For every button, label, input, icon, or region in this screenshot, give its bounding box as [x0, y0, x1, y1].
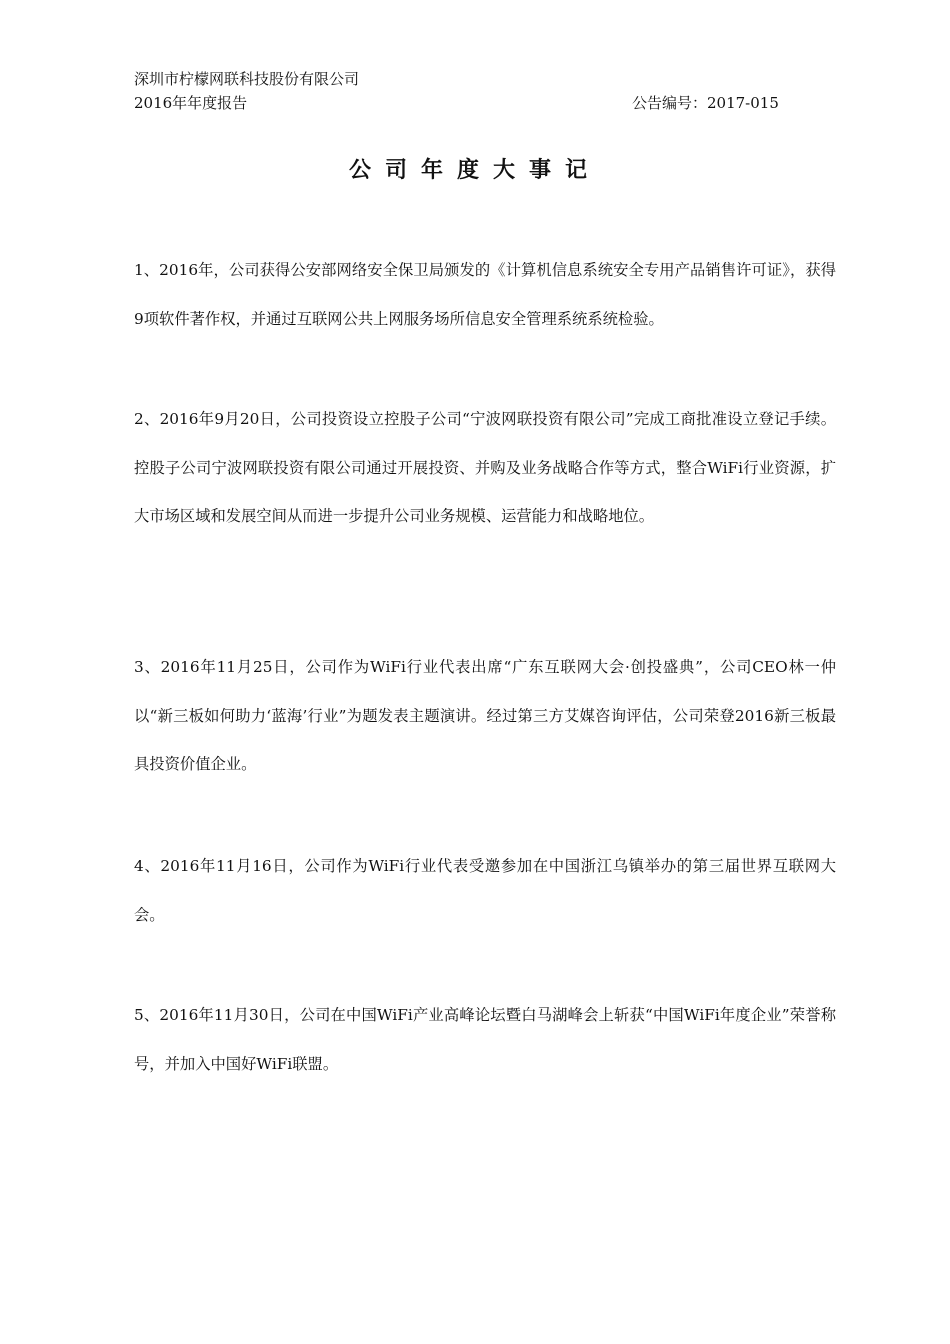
header-company-name: 深圳市柠檬网联科技股份有限公司 [134, 70, 360, 88]
event-paragraph-5: 5、2016年11月30日，公司在中国WiFi产业高峰论坛暨白马湖峰会上斩获“中国WiFi年度企业”荣誉称号，并加入中国好WiFi联盟。 [134, 1006, 836, 1073]
header-report-title: 2016年年度报告 [134, 94, 248, 112]
event-paragraph-1: 1、2016年，公司获得公安部网络安全保卫局颁发的《计算机信息系统安全专用产品销售许可证》，获得9项软件著作权，并通过互联网公共上网服务场所信息安全管理系统系统检验。 [134, 261, 836, 328]
event-paragraph-4: 4、2016年11月16日，公司作为WiFi行业代表受邀参加在中国浙江乌镇举办的第三届世界互联网大会。 [134, 857, 836, 924]
event-paragraph-3: 3、2016年11月25日，公司作为WiFi行业代表出席“广东互联网大会·创投盛典”，公司CEO林一仲以“新三板如何助力‘蓝海’行业”为题发表主题演讲。经过第三方艾媒咨询评估，公司荣登2016新三板最具投资价值企业。 [134, 658, 836, 773]
page-title: 公司年度大事记 [348, 157, 601, 183]
header-notice-number: 公告编号：2017-015 [632, 94, 779, 112]
event-paragraph-2: 2、2016年9月20日，公司投资设立控股子公司“宁波网联投资有限公司”完成工商批准设立登记手续。控股子公司宁波网联投资有限公司通过开展投资、并购及业务战略合作等方式，整合WiFi行业资源，扩大市场区域和发展空间从而进一步提升公司业务规模、运营能力和战略地位。 [134, 410, 836, 525]
